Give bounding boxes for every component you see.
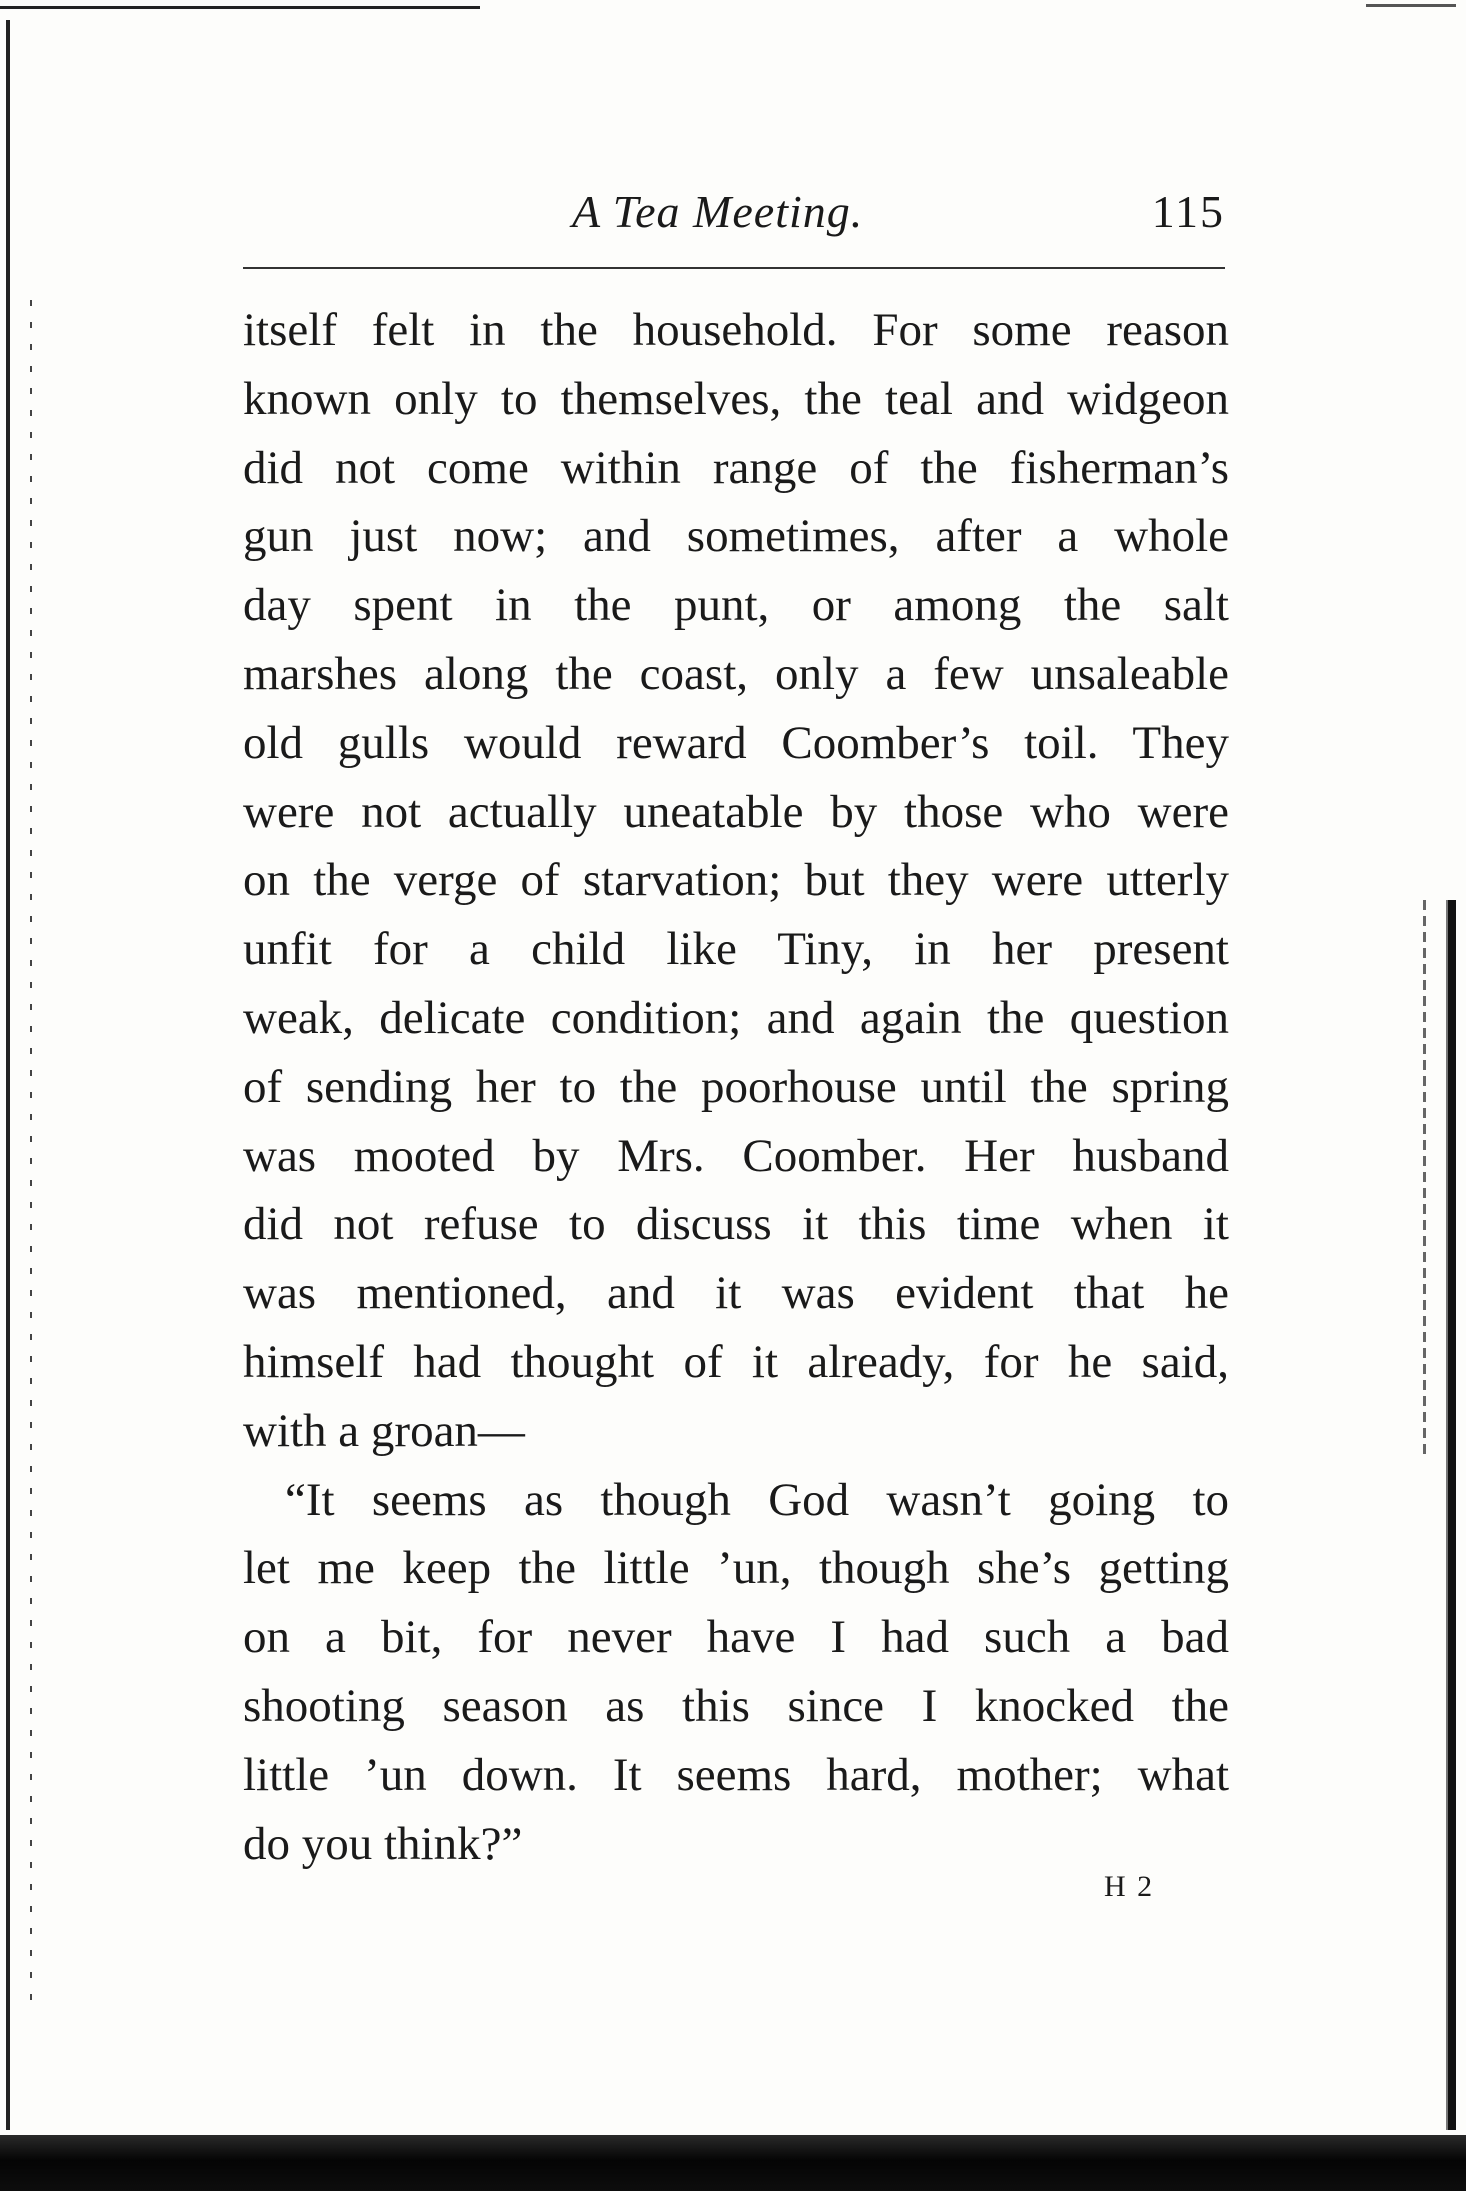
text-line: let me keep the little ’un, though she’s getting xyxy=(243,1542,1229,1595)
text-line: of sending her to the poorhouse until the spring xyxy=(243,1060,1229,1113)
text-line: on a bit, for never have I had such a bad xyxy=(243,1611,1229,1664)
page-header xyxy=(243,185,1225,255)
page-number: 115 xyxy=(1151,186,1225,237)
text-line: weak, delicate condition; and again the question xyxy=(243,991,1229,1044)
scan-bottom-edge xyxy=(0,2135,1466,2191)
text-line: day spent in the punt, or among the salt xyxy=(243,579,1229,632)
text-line: with a groan— xyxy=(243,1404,525,1457)
text-line: was mentioned, and it was evident that he xyxy=(243,1267,1229,1320)
scan-right-edge xyxy=(1446,900,1456,2130)
scan-top-right-mark xyxy=(1366,4,1456,7)
running-title: A Tea Meeting. xyxy=(572,186,864,237)
text-line: were not actually uneatable by those who were xyxy=(243,785,1229,838)
text-line: shooting season as this since I knocked the xyxy=(243,1679,1229,1732)
text-line: old gulls would reward Coomber’s toil. They xyxy=(243,716,1229,769)
scan-top-edge xyxy=(0,6,480,9)
body-text xyxy=(243,296,1229,1878)
scan-right-speckle xyxy=(1423,900,1426,1460)
header-rule xyxy=(243,267,1225,269)
text-line: “It seems as though God wasn’t going to xyxy=(285,1473,1229,1526)
text-line: known only to themselves, the teal and widgeon xyxy=(243,372,1229,425)
text-line: on the verge of starvation; but they were utterly xyxy=(243,854,1229,907)
signature-mark: H 2 xyxy=(1104,1870,1155,1903)
text-line: did not refuse to discuss it this time when it xyxy=(243,1198,1229,1251)
scan-left-speckle xyxy=(30,300,32,2000)
text-line: marshes along the coast, only a few unsaleable xyxy=(243,647,1229,700)
scan-binding-edge xyxy=(6,20,10,2130)
text-line: do you think?” xyxy=(243,1817,523,1870)
text-line: himself had thought of it already, for he said, xyxy=(243,1335,1229,1388)
text-line: was mooted by Mrs. Coomber. Her husband xyxy=(243,1129,1229,1182)
text-line: did not come within range of the fisherman’s xyxy=(243,441,1229,494)
text-line: gun just now; and sometimes, after a whole xyxy=(243,510,1229,563)
text-line: unfit for a child like Tiny, in her present xyxy=(243,923,1229,976)
text-line: itself felt in the household. For some reason xyxy=(243,304,1229,356)
text-line: little ’un down. It seems hard, mother; what xyxy=(243,1748,1229,1801)
